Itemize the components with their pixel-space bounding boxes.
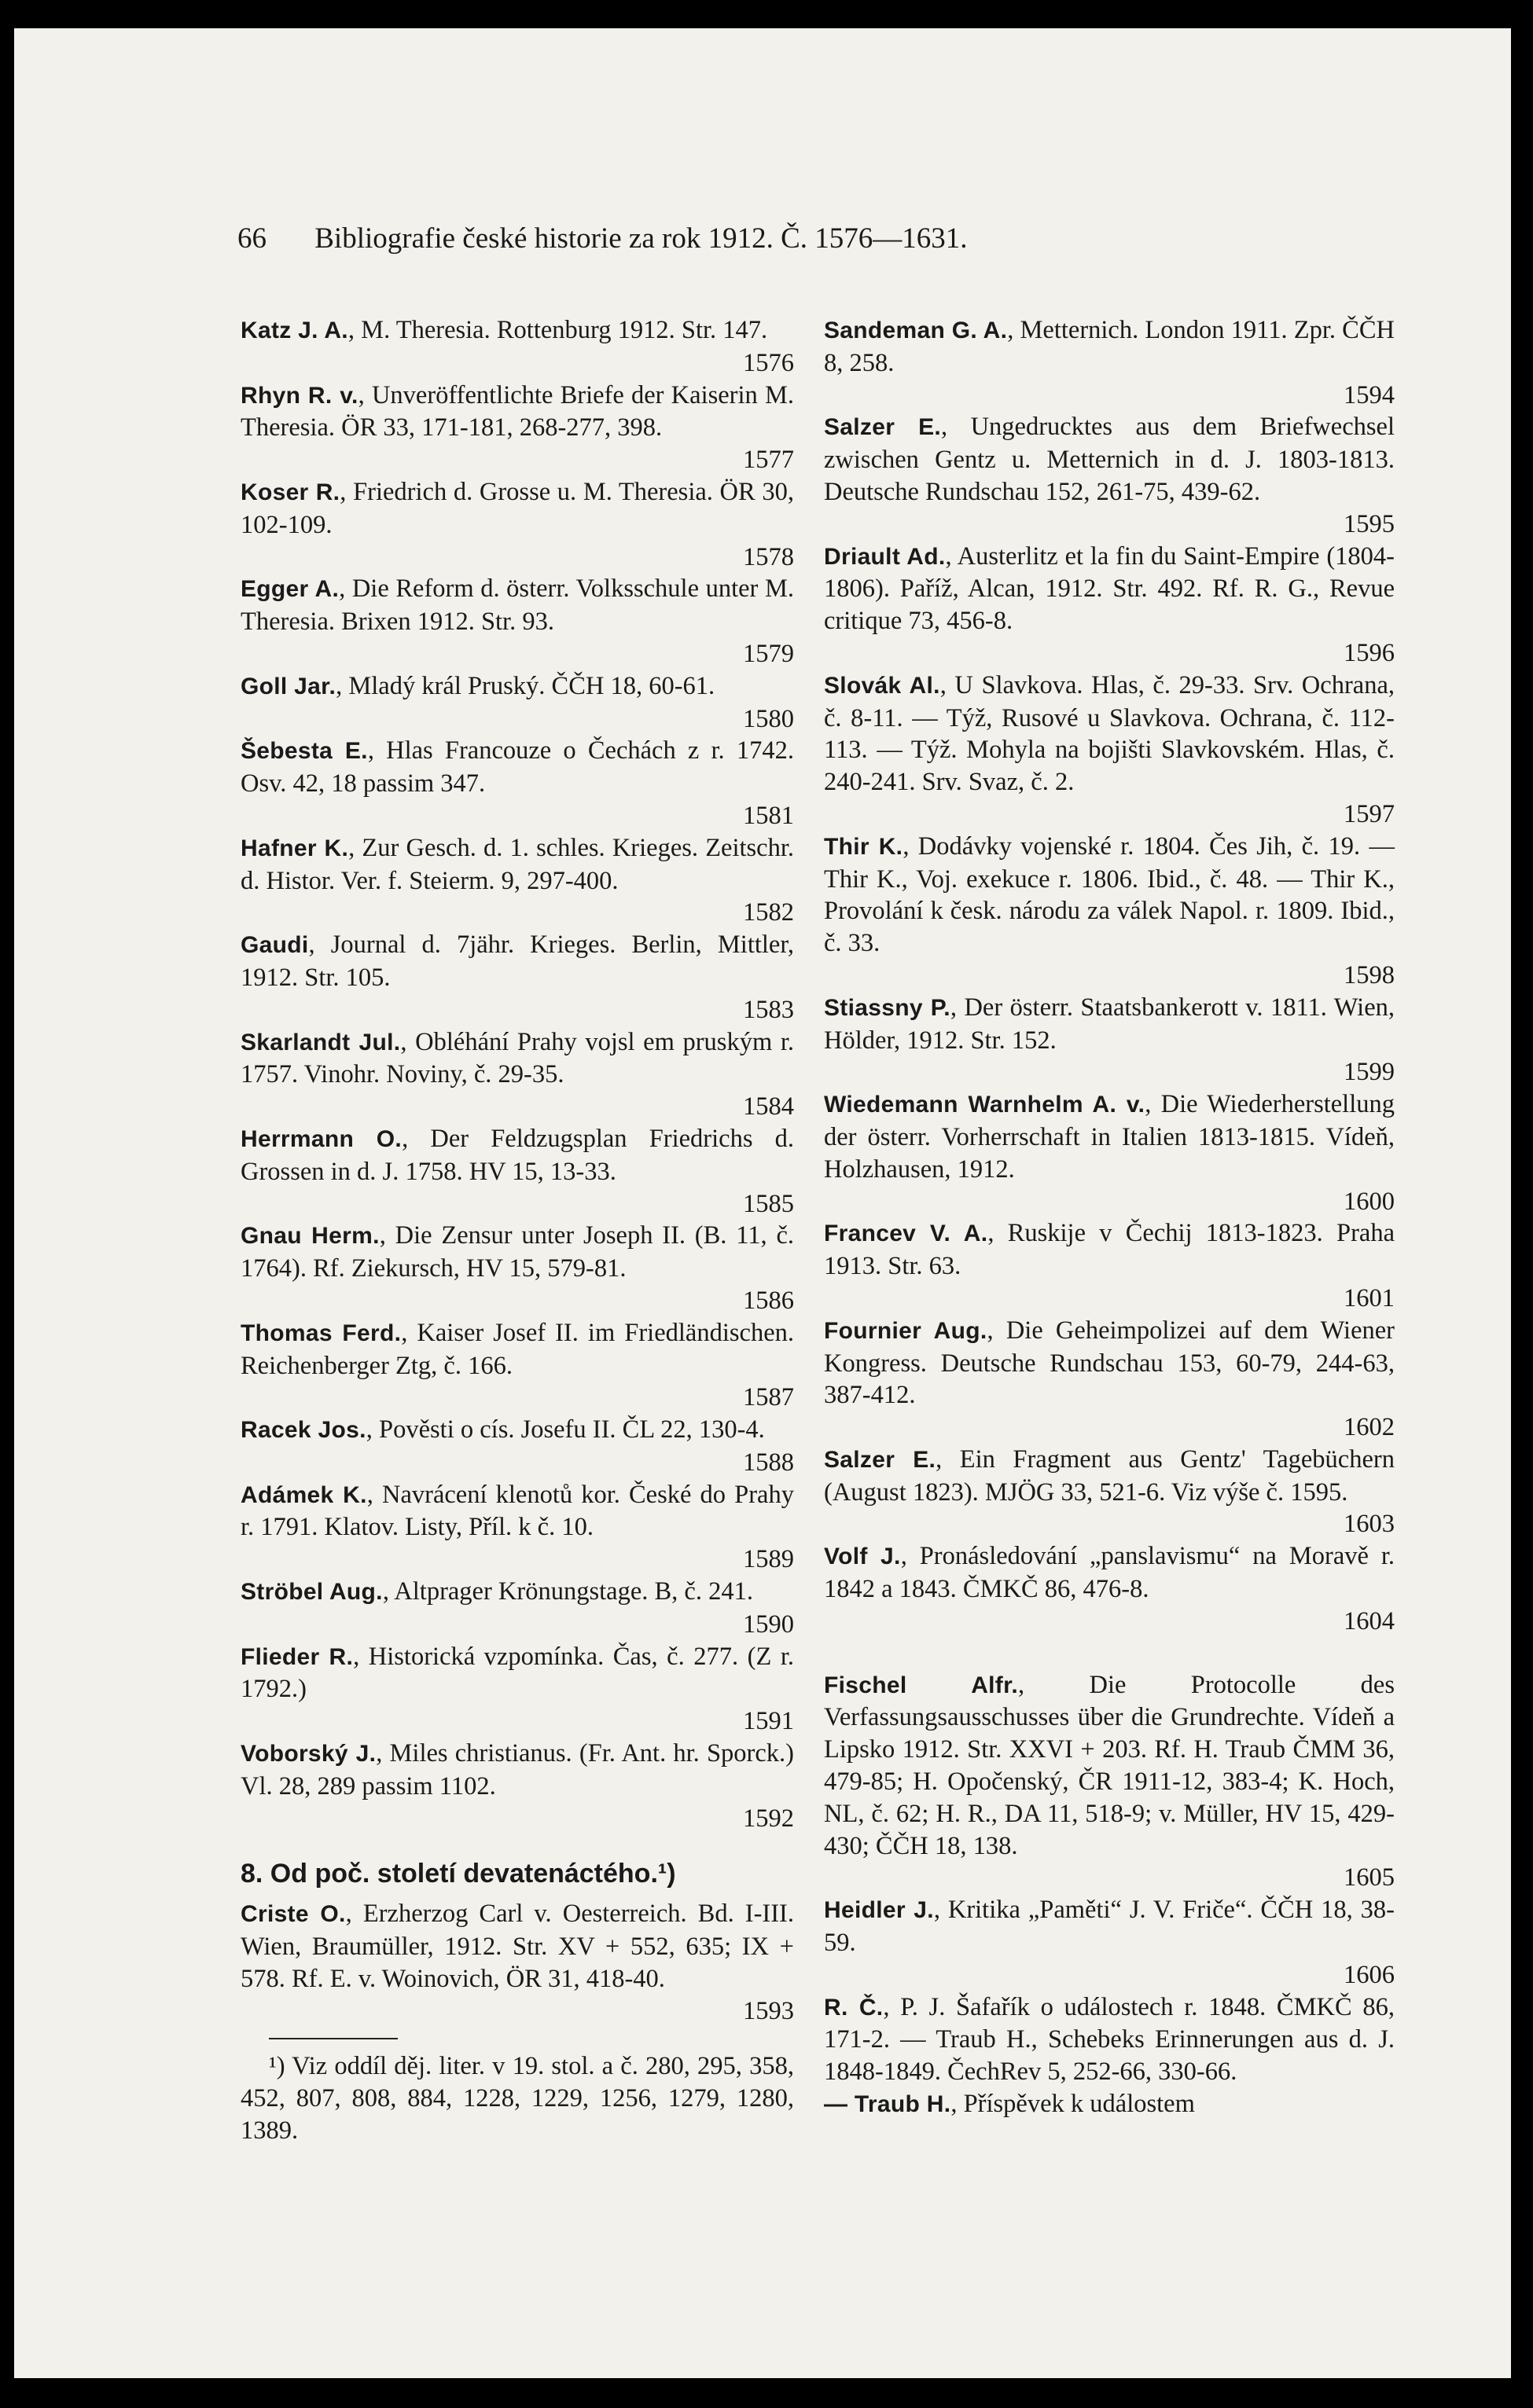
bibliography-entry (824, 541, 1395, 670)
entry-author: Adámek K. (241, 1481, 367, 1508)
entry-number: 1586 (743, 1286, 794, 1315)
entry-author: Koser R. (241, 479, 340, 505)
section-heading: 8. Od poč. století devatenáctého.¹) (241, 1859, 676, 1889)
entry-number: 1583 (743, 995, 794, 1024)
entry-citation: , Erzherzog Carl v. Oesterreich. Bd. I-III. Wien, Braumüller, 1912. Str. XV + 552, 635; IX + 578. Rf. E. v. Woinovich, ÖR 31, 418-40. (241, 1900, 794, 1993)
bibliography-entry (824, 2088, 1395, 2121)
entry-author: Fischel Alfr. (824, 1672, 1019, 1698)
bibliography-entry (241, 380, 794, 476)
entry-author: Skarlandt Jul. (241, 1029, 401, 1055)
entry-author: Heidler J. (824, 1897, 934, 1924)
bibliography-entry (824, 1217, 1395, 1314)
entry-number: 1599 (1344, 1058, 1395, 1087)
entry-number: 1579 (743, 639, 794, 668)
entry-citation: , Unveröffentlichte Briefe der Kaiserin M. Theresia. ÖR 33, 171-181, 268-277, 398. (241, 380, 794, 442)
entry-citation: , Der Feldzugsplan Friedrichs d. Grossen in d. J. 1758. HV 15, 13-33. (241, 1124, 795, 1186)
entry-author: Ströbel Aug. (241, 1579, 383, 1606)
running-head (237, 222, 1401, 256)
entry-citation: , Ungedrucktes aus dem Briefwechsel zwischen Gentz u. Metternich in d. J. 1803-1813. Deutsche Rundschau 152, 261-75, 439-62. (824, 413, 1395, 506)
entry-citation: , Die Protocolle des Verfassungsausschusses über die Grundrechte. Vídeň a Lipsko 1912. Str. XXVI + 203. Rf. H. Traub ČMM 36, 479-85; H. Opočenský, ČR 1911-12, 383-4; K. Hoch, NL, č. 62; H. R., DA 11, 518-9; v. Müller, HV 15, 429-430; ČČH 18, 138. (824, 1670, 1395, 1860)
page-number: 66 (237, 222, 267, 255)
entry-citation: , Altprager Krönungstage. B, č. 241. (382, 1577, 753, 1606)
bibliography-entry (241, 1576, 794, 1641)
entry-citation: , Miles christianus. (Fr. Ant. hr. Sporck.) Vl. 28, 289 passim 1102. (241, 1739, 794, 1800)
entry-author: Driault Ad. (824, 543, 946, 570)
entry-citation: , Hlas Francouze o Čechách z r. 1742. Osv. 42, 18 passim 347. (241, 736, 794, 798)
entry-citation: , Metternich. London 1911. Zpr. ČČH 8, 258. (824, 316, 1395, 377)
entry-author: — Traub H. (824, 2091, 951, 2118)
bibliography-entry (241, 1641, 794, 1738)
bibliography-entry (241, 1317, 794, 1414)
bibliography-entry (241, 670, 794, 736)
entry-number: 1588 (743, 1448, 794, 1477)
entry-author: Salzer E. (824, 1446, 936, 1473)
bibliography-entry (241, 476, 794, 573)
footnote-separator (269, 2038, 398, 2039)
entry-citation: , Austerlitz et la fin du Saint-Empire (1804-1806). Paříž, Alcan, 1912. Str. 492. Rf. R. G., Revue critique 73, 456-8. (824, 541, 1395, 636)
entry-citation: , Friedrich d. Grosse u. M. Theresia. ÖR 30, 102-109. (241, 477, 794, 539)
bibliography-entry (241, 1026, 794, 1123)
entry-author: Gaudi (241, 932, 309, 959)
bibliography-entry (241, 1414, 794, 1479)
entry-citation: , Die Wiederherstellung der österr. Vorherrschaft in Italien 1813-1815. Vídeň, Holzhausen, 1912. (824, 1090, 1395, 1184)
entry-citation: , Pronásledování „panslavismu“ na Moravě r. 1842 a 1843. ČMKČ 86, 476-8. (824, 1542, 1395, 1604)
entry-citation: , Journal d. 7jähr. Krieges. Berlin, Mittler, 1912. Str. 105. (241, 931, 794, 992)
entry-number: 1602 (1344, 1413, 1395, 1442)
entry-citation: , Pověsti o cís. Josefu II. ČL 22, 130-4. (366, 1415, 765, 1444)
bibliography-entry (824, 411, 1395, 540)
entry-author: Racek Jos. (241, 1417, 366, 1444)
entry-citation: , Mladý král Pruský. ČČH 18, 60-61. (336, 671, 715, 700)
right-column (824, 314, 1395, 2121)
entry-citation: , Ein Fragment aus Gentz' Tagebüchern (August 1823). MJÖG 33, 521-6. Viz výše č. 1595. (824, 1444, 1395, 1507)
bibliography-entry (824, 1991, 1395, 2088)
entry-number: 1595 (1344, 509, 1395, 538)
entry-number: 1597 (1344, 799, 1395, 828)
bibliography-entry (241, 832, 794, 929)
entry-author: Slovák Al. (824, 672, 940, 699)
entry-number: 1598 (1344, 960, 1395, 989)
entry-author: Thir K. (824, 833, 903, 860)
entry-number: 1576 (743, 348, 794, 377)
bibliography-entry (241, 929, 794, 1026)
entry-number: 1578 (743, 542, 794, 571)
bibliography-entry (241, 1898, 794, 2027)
entry-author: Voborský J. (241, 1741, 377, 1767)
entry-citation: , Navrácení klenotů kor. České do Prahy r. 1791. Klatov. Listy, Příl. k č. 10. (241, 1480, 794, 1542)
entry-citation: , Příspěvek k událostem (950, 2090, 1195, 2119)
entry-number: 1580 (743, 704, 794, 733)
entry-citation: , Der österr. Staatsbankerott v. 1811. Wien, Hölder, 1912. Str. 152. (824, 993, 1395, 1055)
bibliography-entry (241, 1220, 794, 1316)
entry-number: 1582 (743, 898, 794, 927)
entry-number: 1594 (1344, 380, 1395, 409)
entry-author: Francev V. A. (824, 1221, 988, 1247)
entry-author: Herrmann O. (241, 1125, 403, 1152)
bibliography-entry (241, 1123, 794, 1220)
entry-number: 1591 (743, 1707, 794, 1736)
entry-author: Criste O. (241, 1901, 346, 1928)
entry-citation: , Obléhání Prahy vojsl em pruským r. 1757. Vinohr. Noviny, č. 29-35. (241, 1027, 794, 1089)
entry-number: 1603 (1344, 1510, 1395, 1539)
entry-number: 1590 (743, 1610, 794, 1639)
bibliography-entry (241, 573, 794, 670)
entry-citation: , Ruskije v Čechij 1813-1823. Praha 1913. Str. 63. (824, 1219, 1395, 1281)
entry-citation: , Die Zensur unter Joseph II. (B. 11, č. 1764). Rf. Ziekursch, HV 15, 579-81. (241, 1221, 794, 1283)
entry-author: Stiassny P. (824, 994, 950, 1021)
entry-number: 1589 (743, 1545, 794, 1574)
bibliography-entry (824, 670, 1395, 831)
entry-number: 1604 (1344, 1606, 1395, 1635)
entry-citation: , Zur Gesch. d. 1. schles. Krieges. Zeitschr. d. Histor. Ver. f. Steierm. 9, 297-400. (241, 833, 795, 895)
entry-number: 1596 (1344, 638, 1395, 667)
entry-author: Wiedemann Warnhelm A. v. (824, 1092, 1145, 1118)
entry-number: 1584 (743, 1092, 794, 1121)
bibliography-entry (824, 1669, 1395, 1895)
entry-author: Šebesta E. (241, 738, 368, 765)
entry-citation: , Die Geheimpolizei auf dem Wiener Kongress. Deutsche Rundschau 153, 60-79, 244-63, 387-412. (824, 1316, 1395, 1410)
entry-number: 1577 (743, 446, 794, 475)
entry-number: 1600 (1344, 1187, 1395, 1216)
bibliography-entry (824, 1540, 1395, 1637)
bibliography-entry (824, 831, 1395, 992)
entry-number: 1592 (743, 1804, 794, 1833)
entry-citation: , Kritika „Paměti“ J. V. Friče“. ČČH 18, 38-59. (824, 1896, 1395, 1958)
entry-author: Rhyn R. v. (241, 382, 358, 409)
entry-number: 1585 (743, 1189, 794, 1218)
bibliography-entry (824, 1315, 1395, 1444)
entry-author: Goll Jar. (241, 673, 336, 699)
entry-citation: , U Slavkova. Hlas, č. 29-33. Srv. Ochrana, č. 8-11. — Týž, Rusové u Slavkova. Ochrana, č. 112-113. — Týž. Mohyla na bojišti Slavkovském. Hlas, č. 240-241. Srv. Svaz, č. 2. (824, 670, 1395, 797)
entry-author: Fournier Aug. (824, 1317, 987, 1344)
entry-citation: , Dodávky vojenské r. 1804. Čes Jih, č. 19. — Thir K., Voj. exekuce r. 1806. Ibid., č. 48. — Thir K., Provolání k česk. národu za válek Napol. r. 1809. Ibid., č. 33. (824, 831, 1395, 958)
entry-author: Katz J. A. (241, 318, 348, 343)
entry-author: Volf J. (824, 1544, 901, 1570)
bibliography-entry (824, 992, 1395, 1088)
entry-number: 1593 (743, 1996, 794, 2025)
footnote: ¹) Viz oddíl děj. liter. v 19. stol. a č. 280, 295, 358, 452, 807, 808, 884, 1228, 1229, 1256, 1279, 1280, 1389. (241, 2052, 794, 2146)
bibliography-entry (241, 1738, 794, 1834)
entry-citation: , Historická vzpomínka. Čas, č. 277. (Z r. 1792.) (241, 1642, 794, 1704)
entry-author: Flieder R. (241, 1643, 354, 1670)
entry-author: Thomas Ferd. (241, 1320, 402, 1346)
entry-citation: , M. Theresia. Rottenburg 1912. Str. 147. (347, 316, 768, 344)
left-column (241, 314, 794, 2147)
bibliography-entry (824, 1088, 1395, 1217)
entry-author: Egger A. (241, 576, 340, 603)
bibliography-entry (824, 1444, 1395, 1540)
entry-number: 1606 (1344, 1960, 1395, 1989)
entry-number: 1581 (743, 801, 794, 830)
entry-author: Salzer E. (824, 414, 942, 441)
entry-number: 1601 (1344, 1283, 1395, 1312)
bibliography-entry (824, 314, 1395, 411)
entry-author: Gnau Herm. (241, 1223, 380, 1250)
entry-author: Sandeman G. A. (824, 318, 1008, 343)
entry-author: R. Č. (824, 1994, 884, 2021)
bibliography-entry (241, 314, 794, 380)
entry-number: 1605 (1344, 1863, 1395, 1892)
bibliography-entry (241, 735, 794, 831)
entry-citation: , P. J. Šafařík o událostech r. 1848. ČMKČ 86, 171-2. — Traub H., Schebeks Erinnerungen aus d. J. 1848-1849. ČechRev 5, 252-66, 330-66. (824, 1992, 1395, 2087)
running-head-title: Bibliografie české historie za rok 1912. Č. 1576—1631. (314, 222, 968, 255)
entry-citation: , Kaiser Josef II. im Friedländischen. Reichenberger Ztg, č. 166. (241, 1318, 794, 1380)
entry-citation: , Die Reform d. österr. Volksschule unter M. Theresia. Brixen 1912. Str. 93. (241, 574, 794, 637)
bibliography-entry (241, 1479, 794, 1576)
entry-number: 1587 (743, 1383, 794, 1412)
entry-author: Hafner K. (241, 835, 349, 861)
book-page (14, 28, 1511, 2378)
bibliography-entry (824, 1894, 1395, 1991)
